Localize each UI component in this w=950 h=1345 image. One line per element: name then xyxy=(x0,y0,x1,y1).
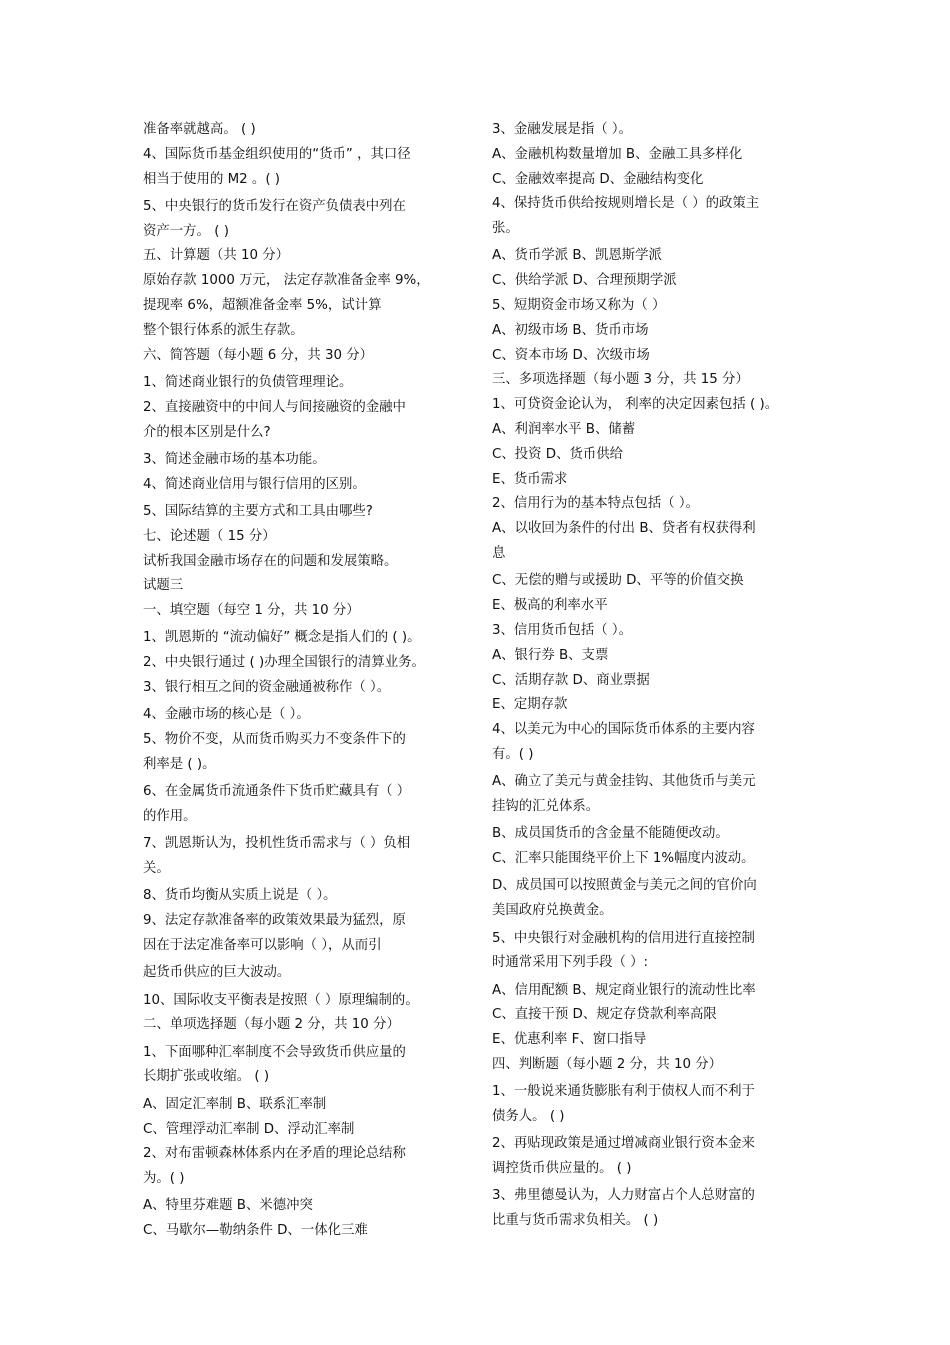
text-line: 美国政府兑换黄金。 xyxy=(492,903,613,919)
text-line: A、利润率水平 B、储蓄 xyxy=(492,422,636,438)
text-line: 1、一般说来通货膨胀有利于债权人而不利于 xyxy=(492,1084,755,1100)
text-line: A、银行券 B、支票 xyxy=(492,647,609,663)
text-line: B、成员国货币的含金量不能随便改动。 xyxy=(492,826,729,842)
text-line: 3、弗里德曼认为，人力财富占个人总财富的 xyxy=(492,1188,755,1204)
text-line: 因在于法定准备率可以影响（ ），从而引 xyxy=(143,938,382,953)
text-line: 5、中央银行对金融机构的信用进行直接控制 xyxy=(492,930,755,946)
text-line: C、资本市场 D、次级市场 xyxy=(492,347,650,363)
text-line: C、投资 D、货币供给 xyxy=(492,446,624,462)
text-line: 2、再贴现政策是通过增减商业银行资本金来 xyxy=(492,1136,755,1152)
text-line: C、金融效率提高 D、金融结构变化 xyxy=(492,171,704,187)
text-line: 9、法定存款准备率的政策效果最为猛烈，原 xyxy=(143,913,406,929)
text-line: A、以收回为条件的付出 B、贷者有权获得利 xyxy=(492,521,756,537)
text-line: 比重与货币需求负相关。 ( ) xyxy=(492,1213,659,1229)
text-line: 债务人。 ( ) xyxy=(492,1109,565,1125)
text-line: E、定期存款 xyxy=(492,697,568,713)
text-line: C、汇率只能围绕平价上下 1%幅度内波动。 xyxy=(492,851,755,867)
text-line: 1、下面哪种汇率制度不会导致货币供应量的 xyxy=(143,1044,406,1060)
text-line: E、优惠利率 F、窗口指导 xyxy=(492,1032,647,1048)
text-line: 3、银行相互之间的资金融通被称作（ ）。 xyxy=(143,680,391,696)
text-line: 6、在金属货币流通条件下货币贮藏具有（ ） xyxy=(143,784,411,800)
text-line: A、特里芬难题 B、米德冲突 xyxy=(143,1198,313,1214)
text-line: 1、简述商业银行的负债管理理论。 xyxy=(143,374,353,390)
text-line: 4、国际货币基金组织使用的“货币” ，其口径 xyxy=(143,146,411,162)
text-line: 2、信用行为的基本特点包括（ ）。 xyxy=(492,496,699,512)
text-line: 试析我国金融市场存在的问题和发展策略。 xyxy=(143,553,398,569)
text-line: 提现率 6%，超额准备金率 5%，试计算 xyxy=(143,298,382,314)
text-line: 时通常采用下列手段（ ）: xyxy=(492,955,649,971)
text-line: 相当于使用的 M2 。( ) xyxy=(143,171,281,187)
text-line: A、确立了美元与黄金挂钩、其他货币与美元 xyxy=(492,774,756,790)
text-line: 三、多项选择题（每小题 3 分，共 15 分） xyxy=(492,372,749,388)
text-line: 资产一方。 ( ) xyxy=(143,223,229,239)
text-line: 4、以美元为中心的国际货币体系的主要内容 xyxy=(492,722,755,738)
text-line: 准备率就越高。 ( ) xyxy=(143,122,256,137)
text-line: 4、保持货币供给按规则增长是（ ）的政策主 xyxy=(492,196,760,212)
text-line: 四、判断题（每小题 2 分，共 10 分） xyxy=(492,1056,723,1072)
text-line: 挂钩的汇兑体系。 xyxy=(492,799,600,815)
text-line: A、货币学派 B、凯恩斯学派 xyxy=(492,248,662,264)
text-line: 介的根本区别是什么? xyxy=(143,424,271,440)
text-line: 七、论述题（ 15 分） xyxy=(143,528,276,544)
text-line: 1、可贷资金论认为， 利率的决定因素包括 ( )。 xyxy=(492,397,779,413)
text-line: 试题三 xyxy=(143,578,184,594)
text-line: 长期扩张或收缩。 ( ) xyxy=(143,1069,270,1085)
text-line: C、无偿的赠与或援助 D、平等的价值交换 xyxy=(492,573,744,589)
text-line: 4、简述商业信用与银行信用的区别。 xyxy=(143,476,366,492)
text-line: E、货币需求 xyxy=(492,471,568,487)
text-line: 7、凯恩斯认为，投机性货币需求与（ ）负相 xyxy=(143,836,411,852)
text-line: 有。( ) xyxy=(492,746,534,762)
left-column xyxy=(143,118,461,1244)
text-line: C、供给学派 D、合理预期学派 xyxy=(492,273,677,289)
text-line: C、活期存款 D、商业票据 xyxy=(492,672,650,688)
text-line: E、极高的利率水平 xyxy=(492,598,608,614)
text-line: 8、货币均衡从实质上说是（ ）。 xyxy=(143,888,337,904)
text-line: D、成员国可以按照黄金与美元之间的官价向 xyxy=(492,878,757,894)
text-line: 调控货币供应量的。 ( ) xyxy=(492,1161,632,1177)
text-line: 为。( ) xyxy=(143,1171,185,1187)
text-line: 利率是 ( )。 xyxy=(143,756,216,772)
text-line: 五、计算题（共 10 分） xyxy=(143,248,290,264)
text-line: 5、国际结算的主要方式和工具由哪些? xyxy=(143,503,373,519)
right-column xyxy=(492,118,812,1234)
text-line: A、信用配额 B、规定商业银行的流动性比率 xyxy=(492,982,756,998)
text-line: A、固定汇率制 B、联系汇率制 xyxy=(143,1096,327,1112)
text-line: 起货币供应的巨大波动。 xyxy=(143,965,291,981)
text-line: 2、中央银行通过 ( )办理全国银行的清算业务。 xyxy=(143,655,425,671)
text-line: 5、中央银行的货币发行在资产负债表中列在 xyxy=(143,198,406,214)
text-line: 原始存款 1000 万元， 法定存款准备金率 9%， xyxy=(143,273,430,289)
text-line: 5、短期资金市场又称为（ ） xyxy=(492,298,666,314)
text-line: A、初级市场 B、货币市场 xyxy=(492,322,649,338)
text-line: 六、简答题（每小题 6 分，共 30 分） xyxy=(143,347,374,363)
text-line: 1、凯恩斯的 “流动偏好” 概念是指人们的 ( )。 xyxy=(143,630,421,646)
text-line: 一、填空题（每空 1 分，共 10 分） xyxy=(143,603,360,619)
text-line: 2、对布雷顿森林体系内在矛盾的理论总结称 xyxy=(143,1146,406,1162)
text-line: 关。 xyxy=(143,861,170,877)
text-line: 的作用。 xyxy=(143,809,197,825)
text-line: 10、国际收支平衡表是按照（ ）原理编制的。 xyxy=(143,992,419,1008)
text-line: 5、物价不变，从而货币购买力不变条件下的 xyxy=(143,732,406,748)
text-line: 3、简述金融市场的基本功能。 xyxy=(143,451,326,467)
text-line: 4、金融市场的核心是（ ）。 xyxy=(143,707,310,723)
text-line: 3、金融发展是指（ ）。 xyxy=(492,122,632,137)
text-line: 息 xyxy=(492,546,506,562)
text-line: 整个银行体系的派生存款。 xyxy=(143,322,304,338)
text-line: C、直接干预 D、规定存贷款利率高限 xyxy=(492,1007,717,1023)
text-line: 2、直接融资中的中间人与间接融资的金融中 xyxy=(143,399,406,415)
text-line: C、管理浮动汇率制 D、浮动汇率制 xyxy=(143,1121,355,1137)
text-line: 3、信用货币包括（ ）。 xyxy=(492,622,632,638)
text-line: 张。 xyxy=(492,221,519,237)
text-line: A、金融机构数量增加 B、金融工具多样化 xyxy=(492,146,743,162)
text-line: C、马歇尔—勒纳条件 D、一体化三难 xyxy=(143,1223,368,1239)
text-line: 二、单项选择题（每小题 2 分，共 10 分） xyxy=(143,1017,400,1033)
